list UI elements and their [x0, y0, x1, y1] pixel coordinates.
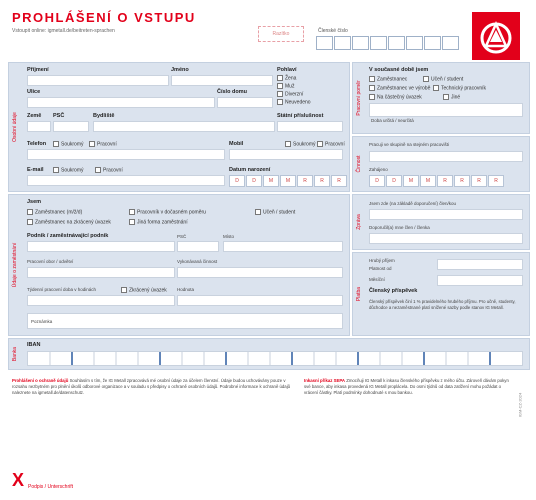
- country-field[interactable]: [27, 121, 51, 132]
- birthdate-boxes[interactable]: D D M M R R R: [229, 175, 348, 187]
- sepa-text: [304, 378, 516, 397]
- bank-panel: [8, 338, 530, 370]
- payment-panel: [352, 252, 530, 336]
- activity-field[interactable]: [369, 151, 523, 162]
- note-label: Poznámka: [31, 319, 53, 324]
- contract-opt-5[interactable]: Jiné: [443, 94, 460, 100]
- position-label: Vykonávaná činnost: [177, 259, 218, 264]
- sepa-body: Zmocňuji IG Metall k inkasu členského příspěvku z mého účtu. Zároveň dávám pokyn své bance, aby inkasa provedená IG Metall proplácela. Do osmi týdnů od data zatížení mohu požádat o vrácení částky. Platí podmínky dohodnuté s mou bankou.: [304, 378, 509, 396]
- referral-panel: [352, 194, 530, 250]
- email-field[interactable]: [27, 175, 225, 186]
- monthly-label: Měsíční: [369, 277, 385, 282]
- email-label: E-mail: [27, 167, 44, 173]
- contract-opt-2[interactable]: Zaměstnanec ve výrobě: [369, 85, 430, 91]
- house-number-field[interactable]: [217, 97, 273, 108]
- employer-field[interactable]: [27, 241, 175, 252]
- referral-text-2: Doporučil(a) mne člen / členka: [369, 225, 430, 230]
- country-label: Země: [27, 113, 42, 119]
- contract-opt-4[interactable]: Na částečný úvazek: [369, 94, 422, 100]
- page-subtitle: Vstoupit online: igmetall.de/beitreten-sprachen: [12, 28, 115, 34]
- street-label: Ulice: [27, 89, 41, 95]
- phone-label: Telefon: [27, 141, 47, 147]
- privacy-body: Souhlasím s tím, že IG Metall zpracovává mé osobní údaje za účelem členství. Údaje budou uchovávány pouze v rozsahu nezbytném pro plnění úkolů odborové organizace a v souladu s předpisy o ochraně osobních údajů. Podrobné informace k ochraně údajů naleznete na igmetall.de/datenschutz.: [12, 378, 291, 396]
- contribution-note: Členský příspěvek činí 1 % pravidelného hrubého příjmu. Pro učně, studenty, důchodce a nezaměstnané platí snížené sazby podle stanov IG Metall.: [369, 299, 516, 311]
- signature-caption[interactable]: Podpis / Unterschrift: [28, 484, 74, 490]
- contract-label: V současné době jsem: [369, 67, 429, 73]
- contribution-label: Členský příspěvek: [369, 288, 418, 294]
- contract-side-label: Pracovní poměr: [356, 80, 362, 116]
- member-number-label: Členské číslo: [318, 28, 348, 34]
- member-number-boxes[interactable]: [316, 36, 460, 50]
- gender-male[interactable]: Muž: [277, 83, 294, 89]
- email-private[interactable]: Soukromý: [53, 167, 84, 173]
- sector-field[interactable]: [27, 267, 175, 278]
- hours-label: Týdenní pracovní doba v hodinách: [27, 287, 97, 292]
- gross-income-label: Hrubý příjem: [369, 258, 395, 263]
- igmetall-logo-icon: [472, 12, 520, 60]
- contract-panel: [352, 62, 530, 134]
- activity-side-label: Činnost: [356, 155, 362, 173]
- work-opt-4[interactable]: Jiná forma zaměstnání: [129, 219, 188, 225]
- surname-field[interactable]: [27, 75, 169, 86]
- referral-text-1: Jsem zde (na základě doporučení) člen/kou: [369, 201, 457, 206]
- employer-city-field[interactable]: [223, 241, 343, 252]
- value-field[interactable]: [177, 295, 343, 306]
- gender-none[interactable]: Neuvedeno: [277, 99, 311, 105]
- value-label: Hodnota: [177, 287, 195, 292]
- house-number-label: Číslo domu: [217, 89, 247, 95]
- birthdate-label: Datum narození: [229, 167, 271, 173]
- signature-mark: X: [12, 470, 25, 490]
- contract-reason-field[interactable]: [369, 103, 523, 117]
- work-opt-2[interactable]: Učeň / student: [255, 209, 295, 215]
- city-field[interactable]: [93, 121, 275, 132]
- employer-zip-field[interactable]: [177, 241, 219, 252]
- contract-reason-caption: Doba určitá / neurčitá: [371, 118, 414, 123]
- privacy-lead: Prohlášení o ochraně údajů: [12, 378, 69, 383]
- phone-field[interactable]: [27, 149, 225, 160]
- monthly-field[interactable]: [437, 275, 523, 286]
- gender-label: Pohlaví: [277, 67, 297, 73]
- referral-side-label: Zpráva: [356, 214, 362, 230]
- bank-side-label: Banka: [12, 346, 18, 362]
- sepa-lead: Inkasní příkaz SEPA: [304, 378, 345, 383]
- privacy-text: [12, 378, 294, 397]
- referral-field-2[interactable]: [369, 233, 523, 244]
- mobile-label: Mobil: [229, 141, 244, 147]
- work-label: Jsem: [27, 199, 42, 205]
- iban-field[interactable]: [27, 351, 523, 366]
- zip-label: PSČ: [53, 113, 65, 119]
- personal-panel: [8, 62, 350, 192]
- activity-start-boxes[interactable]: D D M M R R R R: [369, 175, 505, 187]
- work-side-label: Údaje o zaměstnání: [12, 242, 18, 288]
- work-opt-1[interactable]: Pracovník v dočasném poměru: [129, 209, 206, 215]
- mobile-work[interactable]: Pracovní: [317, 141, 345, 147]
- referral-field-1[interactable]: [369, 209, 523, 220]
- page-title: PROHLÁŠENÍ O VSTUPU: [12, 10, 196, 25]
- nationality-label: Státní příslušnost: [277, 113, 324, 119]
- employer-zip-label: PSČ: [177, 234, 187, 239]
- nationality-field[interactable]: [277, 121, 343, 132]
- gender-diverse[interactable]: Diverzní: [277, 91, 303, 97]
- valid-from-label: Platnost od: [369, 266, 392, 271]
- work-opt-0[interactable]: Zaměstnanec (m/ž/d): [27, 209, 82, 215]
- activity-start-label: Zahájeno: [369, 167, 388, 172]
- city-label: Bydliště: [93, 113, 115, 119]
- sector-label: Pracovní obor / odvětví: [27, 259, 74, 264]
- phone-private[interactable]: Soukromý: [53, 141, 84, 147]
- position-field[interactable]: [177, 267, 343, 278]
- contract-opt-1[interactable]: Učeň / student: [423, 76, 463, 82]
- iban-label: IBAN: [27, 342, 41, 348]
- mobile-private[interactable]: Soukromý: [285, 141, 316, 147]
- hours-field[interactable]: [27, 295, 175, 306]
- employer-city-label: Místo: [223, 234, 235, 239]
- surname-label: Příjmení: [27, 67, 49, 73]
- phone-work[interactable]: Pracovní: [89, 141, 117, 147]
- firstname-field[interactable]: [171, 75, 273, 86]
- email-work[interactable]: Pracovní: [95, 167, 123, 173]
- gender-female[interactable]: Žena: [277, 75, 296, 81]
- activity-panel: [352, 136, 530, 192]
- mobile-field[interactable]: [229, 149, 343, 160]
- employer-label: Podnik / zaměstnávající podnik: [27, 233, 109, 239]
- work-panel: [8, 194, 350, 336]
- stamp-box: Razítko: [258, 26, 304, 42]
- activity-text: Pracuji ve skupině na stejném pracovišti: [369, 142, 450, 147]
- zip-field[interactable]: [53, 121, 89, 132]
- payment-side-label: Platba: [356, 286, 362, 302]
- contract-opt-0[interactable]: Zaměstnanec: [369, 76, 407, 82]
- gross-income-field[interactable]: [437, 259, 523, 270]
- personal-side-label: Osobní údaje: [12, 112, 18, 142]
- work-opt-3[interactable]: Zaměstnanec na zkrácený úvazek: [27, 219, 111, 225]
- hours-parttime[interactable]: Zkrácený úvazek: [121, 287, 167, 293]
- note-field[interactable]: [27, 313, 343, 329]
- firstname-label: Jméno: [171, 67, 189, 73]
- form-code: IGM-CZ-2024: [517, 392, 523, 418]
- contract-opt-3[interactable]: Technický pracovník: [433, 85, 486, 91]
- street-field[interactable]: [27, 97, 215, 108]
